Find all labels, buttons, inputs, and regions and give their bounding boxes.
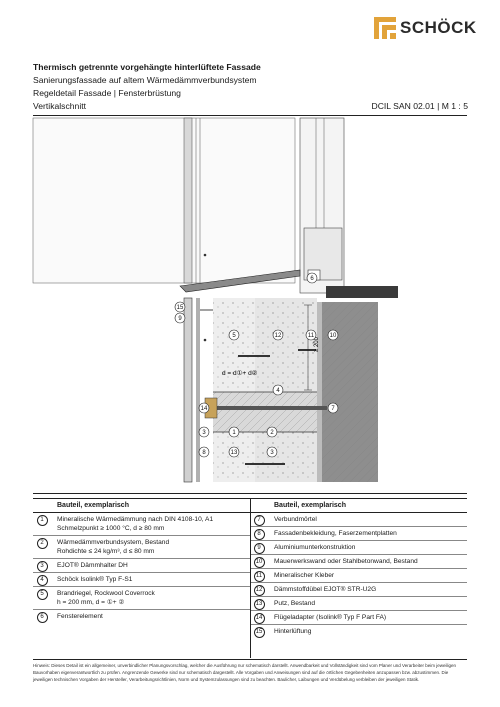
svg-text:9: 9 (178, 316, 182, 322)
callout-6 (307, 273, 317, 283)
legend-row (33, 536, 250, 559)
callout-15 (175, 302, 185, 312)
legend-row (250, 611, 467, 625)
legend-text-line: Schmelzpunkt ≥ 1000 °C, d ≥ 80 mm (57, 525, 165, 532)
legend-number (250, 541, 268, 554)
legend-text-line: Aluminiumunterkonstruktion (274, 544, 356, 551)
legend-description (51, 573, 132, 586)
legend-number-circle: 13 (254, 599, 265, 610)
legend-description (268, 555, 418, 568)
callout-5 (229, 330, 239, 340)
legend-row (33, 587, 250, 610)
legend-description (51, 536, 169, 558)
legend-description (268, 597, 315, 610)
svg-text:6: 6 (310, 276, 314, 282)
legend-number-circle: 11 (254, 571, 265, 582)
callout-4 (273, 385, 283, 395)
legend-row (250, 555, 467, 569)
legend-number (33, 610, 51, 623)
facade-cladding (184, 298, 192, 482)
legend-text-line: h = 200 mm, d = ①+ ② (57, 599, 125, 606)
svg-text:4: 4 (276, 388, 280, 394)
legend-description (268, 513, 317, 526)
callout-13 (229, 447, 239, 457)
legend-description (51, 559, 128, 572)
legend-description (268, 583, 376, 596)
legend-text-line: Hinterlüftung (274, 628, 312, 635)
legend-number (250, 583, 268, 596)
legend-right-header: Bauteil, exemplarisch (250, 499, 467, 513)
legend-row (250, 569, 467, 583)
isolink-anchor (217, 406, 327, 410)
legend-text-line: Mineralische Wärmedämmung nach DIN 4108-10, A1 (57, 516, 214, 523)
legend-description (268, 611, 386, 624)
legend-row (250, 541, 467, 555)
callout-7 (328, 403, 338, 413)
callout-10 (328, 330, 338, 340)
svg-text:3: 3 (202, 430, 206, 436)
legend-number-circle: 7 (254, 515, 265, 526)
legend-description (268, 625, 311, 638)
callout-12 (273, 330, 283, 340)
legend-description (51, 587, 155, 609)
legend-divider (250, 498, 251, 658)
drawing-reference: DCIL SAN 02.01 | M 1 : 5 (371, 101, 468, 111)
legend-number-circle: 3 (37, 561, 48, 572)
legend-text-line: Fassadenbekleidung, Faserzementplatten (274, 530, 397, 537)
legend-text-line: Verbundmörtel (274, 516, 317, 523)
detail-name: Regeldetail Fassade | Fensterbrüstung (33, 88, 181, 98)
legend-number (250, 611, 268, 624)
legend-number (250, 555, 268, 568)
legend-number-circle: 2 (37, 538, 48, 549)
upper-facade-panel (33, 118, 295, 283)
upper-cladding (184, 118, 192, 283)
legend-row (250, 625, 467, 638)
legend-text-line: Wärmedämmverbundsystem, Bestand (57, 539, 170, 546)
legend-number-circle: 9 (254, 543, 265, 554)
legend-number (33, 513, 51, 535)
page-title: Thermisch getrennte vorgehängte hinterlüftete Fassade (33, 62, 261, 72)
legend-number (250, 513, 268, 526)
legend-number-circle: 12 (254, 585, 265, 596)
callout-11 (306, 330, 316, 340)
callout-8 (199, 447, 209, 457)
legend-text-line: Putz, Bestand (274, 600, 316, 607)
legend-number-circle: 6 (37, 612, 48, 623)
legend-row (33, 573, 250, 587)
legend-number-circle: 5 (37, 589, 48, 600)
callout-3 (199, 427, 209, 437)
callout-2 (267, 427, 277, 437)
legend-number-circle: 4 (37, 575, 48, 586)
legend-text-line: Dämmstoffdübel EJOT® STR-U2G (274, 586, 377, 593)
section-type: Vertikalschnitt (33, 101, 87, 111)
legend-text-line: Schöck Isolink® Typ F-S1 (57, 576, 133, 583)
legend-row (250, 513, 467, 527)
legend-text-line: Brandriegel, Rockwool Coverrock (57, 590, 155, 597)
svg-text:1: 1 (232, 430, 236, 436)
legend-number (250, 625, 268, 638)
svg-text:10: 10 (329, 333, 337, 339)
legend-row (250, 527, 467, 541)
svg-text:5: 5 (232, 333, 236, 339)
svg-text:12: 12 (274, 333, 282, 339)
disclaimer-note: Hinweis: Dieses Detail ist ein allgemeiner, unverbindlicher Planungsvorschlag, welcher die Ausführung nur schematisch darstellt. Anwendbarkeit und Vollständigkeit sind vom Planer und Verarbeiter beim jeweiligen Bauvorhaben eigenverantwortlich zu prüfen. Angrenzende Gewerke sind nur schematisch dargestellt. Alle Vorgaben und Anweisungen sind auf die örtlichen Gegebenheiten anzupassen bzw. abzustimmen. Die jeweiligen technischen Vorgaben der Hersteller, Verarbeitungsrichtlinien, Norm und Systemzulassungen sind zu beachten. Baulicher, Laibungen und Verdübelung verbleiben der jeweiligen Statik. (33, 663, 456, 682)
legend-text-line: Flügeladapter (Isolink® Typ F Part FA) (274, 614, 387, 621)
existing-render (317, 302, 322, 482)
legend-right-column (250, 499, 467, 638)
legend-row (33, 513, 250, 536)
legend-text-line: Fensterelement (57, 613, 103, 620)
callout-1 (229, 427, 239, 437)
legend-number (33, 536, 51, 558)
legend-number (250, 597, 268, 610)
callout-9 (175, 313, 185, 323)
legend-left-header: Bauteil, exemplarisch (33, 499, 250, 513)
svg-text:3: 3 (270, 450, 274, 456)
svg-text:7: 7 (331, 406, 335, 412)
legend-number-circle: 8 (254, 529, 265, 540)
legend-description (268, 569, 334, 582)
legend-number-circle: 1 (37, 515, 48, 526)
legend-number-circle: 15 (254, 627, 265, 638)
legend-number (250, 527, 268, 540)
svg-text:15: 15 (176, 305, 184, 311)
legend-number (250, 569, 268, 582)
legend-row (33, 559, 250, 573)
legend-description (51, 513, 213, 535)
legend-text-line: EJOT® Dämmhalter DH (57, 562, 128, 569)
callout-14 (199, 403, 209, 413)
legend-row (250, 583, 467, 597)
interior-sill (326, 286, 398, 298)
legend-description (268, 527, 397, 540)
legend-left-column (33, 499, 250, 623)
legend-row (33, 610, 250, 623)
svg-text:8: 8 (202, 450, 206, 456)
svg-text:13: 13 (230, 450, 238, 456)
legend-number-circle: 14 (254, 613, 265, 624)
legend-number (33, 573, 51, 586)
legend-description (268, 541, 355, 554)
page-subtitle: Sanierungsfassade auf altem Wärmedämmverbundsystem (33, 75, 257, 85)
legend-text-line: Mauerwerkswand oder Stahlbetonwand, Bestand (274, 558, 418, 565)
svg-text:2: 2 (270, 430, 274, 436)
svg-text:11: 11 (307, 333, 315, 339)
legend-number-circle: 10 (254, 557, 265, 568)
thickness-formula: d = d①+ d② (222, 370, 258, 377)
svg-text:14: 14 (200, 406, 208, 412)
legend-number (33, 559, 51, 572)
brand-name: SCHÖCK (400, 18, 477, 37)
legend-row (250, 597, 467, 611)
legend-description (51, 610, 103, 623)
legend-text-line: Mineralischer Kleber (274, 572, 335, 579)
dimension-label: ≥ 200 (314, 337, 320, 352)
table-rule (33, 493, 467, 494)
callout-3b (267, 447, 277, 457)
legend-text-line: Rohdichte ≤ 24 kg/m³, d ≤ 80 mm (57, 548, 155, 555)
legend-number (33, 587, 51, 609)
